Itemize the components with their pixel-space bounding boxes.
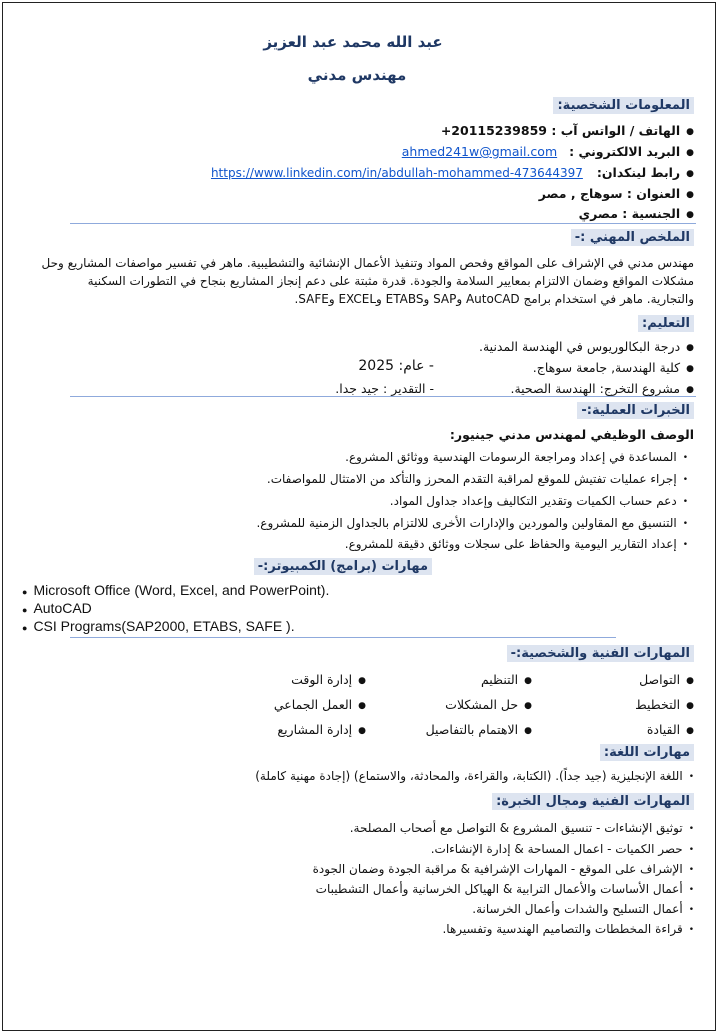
- computer-skill-item: ● Microsoft Office (Word, Excel, and PowerPoint).: [22, 582, 330, 598]
- summary-line-1: مهندس مدني في الإشراف على المواقع وفحص المواد وتنفيذ الأعمال الإنشائية والتشطيبية. ماهر في تفسير مواصفات المشاريع وحل: [41, 256, 694, 270]
- bullet-icon: ●: [686, 675, 694, 686]
- bullet-icon: ●: [686, 147, 694, 158]
- bullet-icon: ●: [358, 725, 366, 736]
- email-row: ●البريد الالكتروني : ahmed241w@gmail.com: [401, 144, 694, 159]
- bullet-icon: ●: [686, 209, 694, 220]
- bullet-icon: ●: [686, 700, 694, 711]
- experience-item: •إجراء عمليات تفتيش للموقع لمراقبة التقدم المحرز والتأكد من الامتثال للمواصفات.: [266, 472, 688, 486]
- linkedin-link[interactable]: https://www.linkedin.com/in/abdullah-mohammed-473644397: [210, 166, 583, 180]
- experience-item: •دعم حساب الكميات وتقدير التكاليف وإعداد جداول المواد.: [389, 494, 688, 508]
- experience-item: •المساعدة في إعداد ومراجعة الرسومات الهندسية ووثائق المشروع.: [345, 450, 688, 464]
- education-degree: ●درجة البكالوريوس في الهندسة المدنية.: [479, 339, 694, 354]
- summary-line-2: مشكلات المواقع وضمان الالتزام بمعايير السلامة والجودة. قدرة مثبتة على دعم إنجاز المشاريع بنجاح في التطورات السكنية: [87, 274, 694, 288]
- bullet-icon: •: [682, 452, 688, 463]
- tech-skill-item: •أعمال التسليح والشدات وأعمال الخرسانة.: [472, 902, 694, 916]
- bullet-icon: ●: [686, 725, 694, 736]
- bullet-icon: •: [688, 924, 694, 935]
- bullet-icon: ●: [686, 363, 694, 374]
- soft-skill: ●التخطيط: [635, 697, 694, 712]
- summary-line-3: والتجارية. ماهر في استخدام برامج AutoCAD وSAP وETABS وEXCEL وSAFE.: [294, 292, 694, 306]
- bullet-icon: •: [682, 518, 688, 529]
- soft-skill: ●حل المشكلات: [445, 697, 532, 712]
- tech-skill-item: •الإشراف على الموقع - المهارات الإشرافية & مراقبة الجودة وضمان الجودة: [312, 862, 694, 876]
- candidate-title: مهندس مدني: [307, 66, 407, 84]
- bullet-icon: •: [688, 864, 694, 875]
- divider: [70, 223, 696, 224]
- bullet-icon: •: [688, 884, 694, 895]
- phone-value: +20115239859: [440, 123, 547, 138]
- tech-skills-heading: المهارات الفنية ومجال الخبرة:: [492, 793, 694, 810]
- bullet-icon: •: [688, 844, 694, 855]
- bullet-icon: ●: [358, 700, 366, 711]
- education-project: ●مشروع التخرج: الهندسة الصحية.: [510, 381, 694, 396]
- bullet-icon: •: [688, 904, 694, 915]
- language-heading: مهارات اللغة:: [600, 744, 694, 761]
- computer-skill-item: ● AutoCAD: [22, 600, 92, 616]
- experience-item: •التنسيق مع المقاولين والموردين والإدارات الأخرى للالتزام بالجداول الزمنية للمشروع.: [256, 516, 688, 530]
- bullet-icon: ●: [22, 587, 28, 597]
- soft-skill: ●القيادة: [646, 722, 694, 737]
- address-row: ●العنوان : سوهاج , مصر: [538, 186, 694, 201]
- experience-heading: الخبرات العملية:-: [577, 402, 694, 419]
- soft-skills-heading: المهارات الفنية والشخصية:-: [507, 645, 694, 662]
- tech-skill-item: •قراءة المخططات والتصاميم الهندسية وتفسيرها.: [442, 922, 694, 936]
- tech-skill-item: •توثيق الإنشاءات - تنسيق المشروع & التواصل مع أصحاب المصلحة.: [349, 821, 694, 835]
- bullet-icon: ●: [686, 126, 694, 137]
- bullet-icon: •: [688, 771, 694, 782]
- soft-skill: ●التنظيم: [480, 672, 532, 687]
- bullet-icon: ●: [686, 384, 694, 395]
- computer-skills-heading: مهارات (برامج) الكمبيوتر:-: [254, 558, 432, 575]
- soft-skill: ●العمل الجماعي: [273, 697, 366, 712]
- bullet-icon: ●: [358, 675, 366, 686]
- candidate-name: عبد الله محمد عبد العزيز: [263, 33, 443, 51]
- nationality-row: ●الجنسية : مصري: [578, 206, 694, 221]
- phone-row: ●الهاتف / الواتس آب : +20115239859: [440, 123, 694, 138]
- experience-subheading: الوصف الوظيفي لمهندس مدني جينيور:: [449, 427, 694, 442]
- personal-info-heading: المعلومات الشخصية:: [553, 97, 694, 114]
- tech-skill-item: •أعمال الأساسات والأعمال الترابية & الهياكل الخرسانية وأعمال التشطيبات: [315, 882, 694, 896]
- education-heading: التعليم:: [638, 315, 694, 332]
- bullet-icon: •: [682, 539, 688, 550]
- soft-skill: ●إدارة المشاريع: [277, 722, 366, 737]
- bullet-icon: ●: [524, 700, 532, 711]
- email-link[interactable]: ahmed241w@gmail.com: [401, 144, 558, 159]
- bullet-icon: •: [682, 496, 688, 507]
- education-grade: - التقدير : جيد جدا.: [335, 381, 434, 396]
- experience-item: •إعداد التقارير اليومية والحفاظ على سجلات ووثائق دقيقة للمشروع.: [344, 537, 688, 551]
- bullet-icon: ●: [22, 605, 28, 615]
- bullet-icon: ●: [686, 342, 694, 353]
- bullet-icon: ●: [524, 725, 532, 736]
- bullet-icon: •: [682, 474, 688, 485]
- bullet-icon: ●: [686, 189, 694, 200]
- computer-skill-item: ● CSI Programs(SAP2000, ETABS, SAFE ).: [22, 618, 295, 634]
- tech-skill-item: •حصر الكميات - اعمال المساحة & إدارة الإنشاءات.: [430, 842, 694, 856]
- education-faculty: ●كلية الهندسة, جامعة سوهاج.: [532, 360, 694, 375]
- education-year: - عام: 2025: [358, 358, 434, 374]
- divider: [70, 396, 696, 397]
- soft-skill: ●التواصل: [639, 672, 694, 687]
- bullet-icon: ●: [524, 675, 532, 686]
- soft-skill: ●إدارة الوقت: [291, 672, 366, 687]
- soft-skill: ●الاهتمام بالتفاصيل: [425, 722, 532, 737]
- bullet-icon: ●: [686, 168, 694, 179]
- bullet-icon: ●: [22, 623, 28, 633]
- bullet-icon: •: [688, 823, 694, 834]
- divider: [70, 637, 616, 638]
- linkedin-row: ●رابط لينكدان: https://www.linkedin.com/in/abdullah-mohammed-473644397: [210, 165, 694, 180]
- language-item: •اللغة الإنجليزية (جيد جداً). (الكتابة، والقراءة، والمحادثة، والاستماع) (إجادة مهنية كاملة): [255, 769, 694, 783]
- summary-heading: الملخص المهني :-: [571, 229, 694, 246]
